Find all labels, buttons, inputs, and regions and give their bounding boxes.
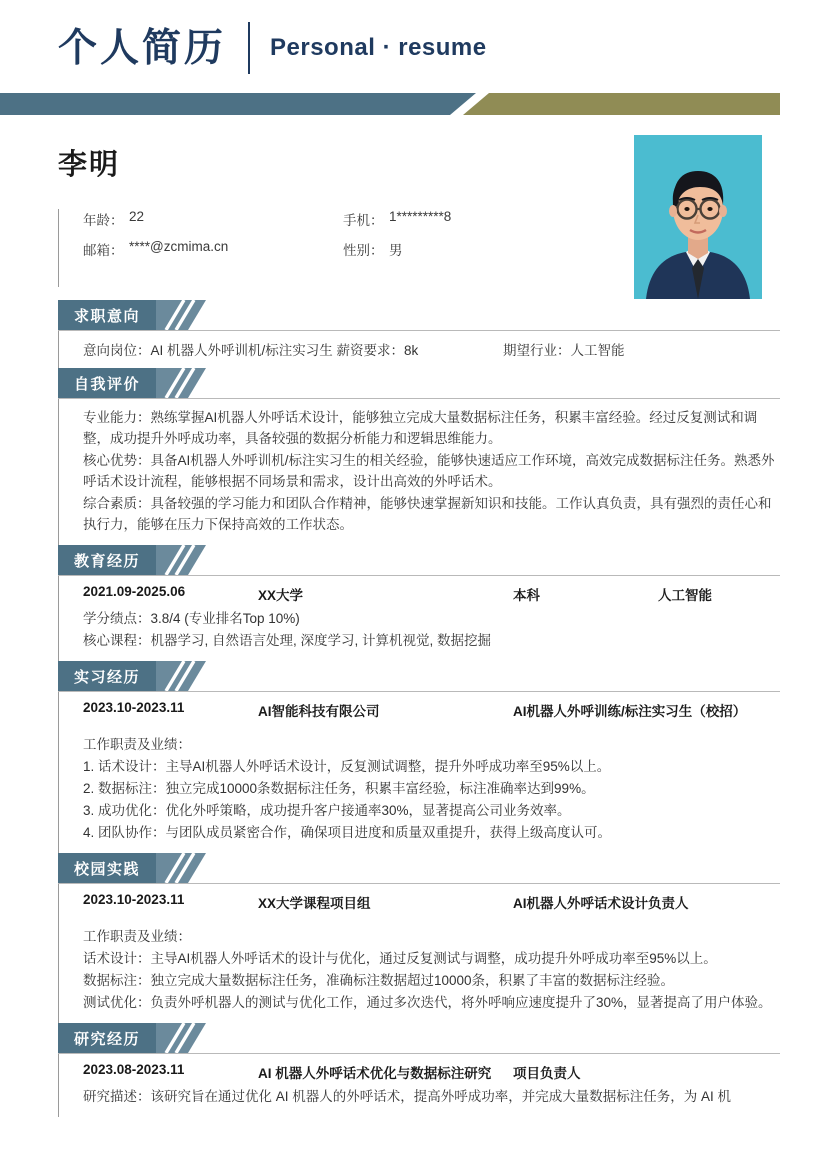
job-intent-position: 意向岗位：AI 机器人外呼训机/标注实习生 薪资要求：8k bbox=[83, 343, 419, 358]
section-body-job-intent bbox=[58, 330, 780, 368]
contact-age bbox=[83, 209, 343, 229]
contact-age-label: 年龄： bbox=[83, 213, 124, 228]
internship-bullet: 1. 话术设计：主导AI机器人外呼话术设计，反复测试调整，提升外呼成功率至95%以上。 bbox=[83, 759, 611, 774]
campus-role: AI机器人外呼话术设计负责人 bbox=[513, 896, 689, 911]
campus-duty-label: 工作职责及业绩： bbox=[83, 929, 191, 944]
internship-bullet: 3. 成功优化：优化外呼策略，成功提升客户接通率30%，显著提高公司业务效率。 bbox=[83, 803, 571, 818]
contact-email-value: ****@zcmima.cn bbox=[129, 239, 229, 254]
education-courses: 核心课程：机器学习, 自然语言处理, 深度学习, 计算机视觉, 数据挖掘 bbox=[83, 633, 492, 648]
candidate-photo bbox=[634, 135, 762, 299]
section-body-internship bbox=[58, 691, 780, 853]
identity-block bbox=[0, 128, 820, 300]
contact-phone-label: 手机： bbox=[343, 213, 384, 228]
campus-bullet: 数据标注：独立完成大量数据标注任务，准确标注数据超过10000条，积累了丰富的数据标注经验。 bbox=[83, 973, 675, 988]
internship-bullet: 2. 数据标注：独立完成10000条数据标注任务，积累丰富经验，标注准确率达到99%。 bbox=[83, 781, 595, 796]
section-underline bbox=[58, 330, 780, 331]
contact-gender bbox=[343, 239, 403, 259]
job-intent-row bbox=[83, 339, 780, 359]
self-eval-line: 专业能力：熟练掌握AI机器人外呼话术设计，能够独立完成大量数据标注任务，积累丰富经验。经过反复测试和调整，成功提升外呼成功率，具备较强的数据分析能力和逻辑思维能力。 bbox=[83, 410, 758, 446]
education-date: 2021.09-2025.06 bbox=[83, 584, 186, 599]
section-education bbox=[0, 545, 820, 661]
masthead-inner bbox=[0, 0, 820, 96]
contact-email-label: 邮箱： bbox=[83, 243, 124, 258]
section-header-education bbox=[0, 545, 820, 575]
contact-age-value: 22 bbox=[129, 209, 145, 224]
spacer bbox=[83, 916, 780, 926]
section-header-internship bbox=[0, 661, 820, 691]
section-banner-icon bbox=[58, 661, 238, 691]
section-banner-icon bbox=[58, 545, 238, 575]
section-underline bbox=[58, 883, 780, 884]
section-title: 研究经历 bbox=[74, 1029, 141, 1048]
research-project: AI 机器人外呼话术优化与数据标注研究 bbox=[258, 1066, 492, 1081]
section-internship bbox=[0, 661, 820, 853]
education-gpa: 学分绩点：3.8/4 (专业排名Top 10%) bbox=[83, 611, 300, 626]
internship-role: AI机器人外呼训练/标注实习生（校招） bbox=[513, 704, 747, 719]
masthead-divider bbox=[248, 22, 250, 74]
research-entry-header bbox=[83, 1062, 780, 1082]
campus-date: 2023.10-2023.11 bbox=[83, 892, 185, 907]
education-degree: 本科 bbox=[513, 588, 540, 603]
section-banner-icon bbox=[58, 853, 238, 883]
contact-phone-value: 1*********8 bbox=[389, 209, 452, 224]
section-title: 教育经历 bbox=[74, 551, 141, 570]
self-eval-line: 核心优势：具备AI机器人外呼训机/标注实习生的相关经验，能够快速适应工作环境，高效完成数据标注任务。熟悉外呼话术设计流程，能够根据不同场景和需求，设计出高效的外呼话术。 bbox=[83, 453, 775, 489]
contact-gender-value: 男 bbox=[389, 243, 403, 258]
masthead bbox=[0, 0, 820, 128]
research-role: 项目负责人 bbox=[513, 1066, 581, 1081]
section-banner-icon bbox=[58, 368, 238, 398]
section-title: 自我评价 bbox=[74, 374, 141, 393]
contact-email bbox=[83, 239, 343, 259]
contact-phone bbox=[343, 209, 451, 229]
internship-bullet: 4. 团队协作：与团队成员紧密合作，确保项目进度和质量双重提升，获得上级高度认可。 bbox=[83, 825, 612, 840]
campus-bullet: 话术设计：主导AI机器人外呼话术的设计与优化，通过反复测试与调整，成功提升外呼成功率至95%以上。 bbox=[83, 951, 717, 966]
section-banner-icon bbox=[58, 300, 238, 330]
section-body-campus-practice bbox=[58, 883, 780, 1023]
spacer bbox=[83, 724, 780, 734]
section-header-campus-practice bbox=[0, 853, 820, 883]
education-major: 人工智能 bbox=[658, 588, 712, 603]
section-research bbox=[0, 1023, 820, 1117]
research-date: 2023.08-2023.11 bbox=[83, 1062, 185, 1077]
section-underline bbox=[58, 691, 780, 692]
section-header-self-evaluation bbox=[0, 368, 820, 398]
contact-gender-label: 性别： bbox=[343, 243, 384, 258]
internship-duty-label: 工作职责及业绩： bbox=[83, 737, 191, 752]
education-entry-header bbox=[83, 584, 780, 604]
candidate-name: 李明 bbox=[58, 147, 121, 181]
education-school: XX大学 bbox=[258, 588, 304, 603]
portrait-illustration bbox=[634, 135, 762, 299]
section-underline bbox=[58, 1053, 780, 1054]
section-banner-icon bbox=[58, 1023, 238, 1053]
section-title: 校园实践 bbox=[74, 859, 141, 878]
section-body-self-evaluation bbox=[58, 398, 780, 545]
internship-company: AI智能科技有限公司 bbox=[258, 704, 380, 719]
self-eval-line: 综合素质：具备较强的学习能力和团队合作精神，能够快速掌握新知识和技能。工作认真负责，具有强烈的责任心和执行力，能够在压力下保持高效的工作状态。 bbox=[83, 496, 772, 532]
internship-entry-header bbox=[83, 700, 780, 720]
campus-bullet: 测试优化：负责外呼机器人的测试与优化工作，通过多次迭代，将外呼响应速度提升了30%，显著提高了用户体验。 bbox=[83, 995, 772, 1010]
section-header-research bbox=[0, 1023, 820, 1053]
section-underline bbox=[58, 575, 780, 576]
page-title: 个人简历 bbox=[58, 25, 227, 71]
section-title: 实习经历 bbox=[74, 667, 141, 686]
job-intent-industry: 期望行业：人工智能 bbox=[503, 343, 625, 358]
campus-organization: XX大学课程项目组 bbox=[258, 896, 371, 911]
header-color-bands bbox=[0, 93, 820, 115]
section-title: 求职意向 bbox=[74, 306, 141, 325]
section-self-evaluation bbox=[0, 368, 820, 545]
research-description: 研究描述：该研究旨在通过优化 AI 机器人的外呼话术，提高外呼成功率，并完成大量数据标注任务，为 AI 机 bbox=[83, 1089, 732, 1104]
section-body-research bbox=[58, 1053, 780, 1117]
section-underline bbox=[58, 398, 780, 399]
page-subtitle: Personal · resume bbox=[270, 34, 487, 61]
section-header-job-intent bbox=[0, 300, 820, 330]
section-campus-practice bbox=[0, 853, 820, 1023]
campus-entry-header bbox=[83, 892, 780, 912]
section-body-education bbox=[58, 575, 780, 661]
section-job-intent bbox=[0, 300, 820, 368]
internship-date: 2023.10-2023.11 bbox=[83, 700, 185, 715]
